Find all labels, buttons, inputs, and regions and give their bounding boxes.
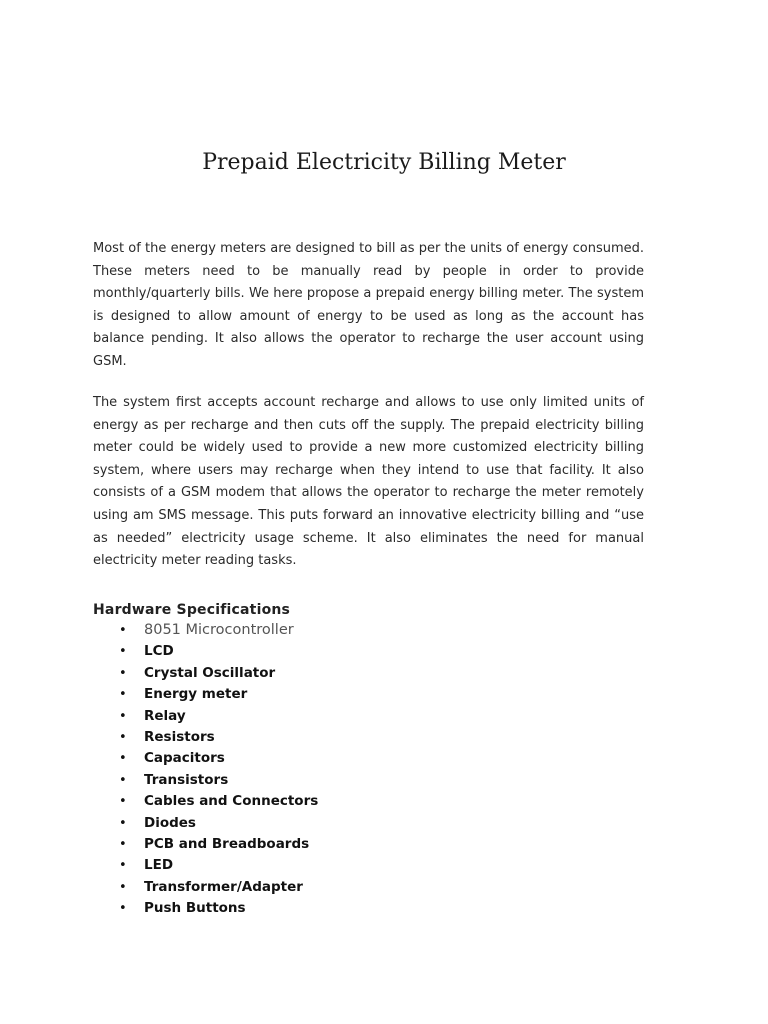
list-item-label: Transformer/Adapter — [144, 878, 303, 895]
list-item-label: Energy meter — [144, 686, 248, 703]
list-item — [93, 770, 493, 791]
bullet-icon: • — [119, 901, 127, 917]
list-item-label: Diodes — [144, 814, 196, 831]
list-item-label: 8051 Microcontroller — [144, 622, 294, 638]
bullet-icon: • — [119, 729, 127, 745]
system-description-paragraph: The system first accepts account recharge and allows to use only limited units of energy as per recharge and then cuts off the supply. The prepaid electricity billing meter could be widely used to provide a new more customized electricity billing system, where users may recharge when they intend to use that facility. It also consists of a GSM modem that allows the operator to recharge the meter remotely using am SMS message. This puts forward an innovative electricity billing and “use as needed” electricity usage scheme. It also eliminates the need for manual electricity meter reading tasks. — [93, 395, 644, 569]
bullet-icon: • — [119, 708, 127, 724]
list-item — [93, 663, 493, 684]
bullet-icon: • — [119, 665, 127, 681]
list-item-label: Cables and Connectors — [144, 793, 319, 810]
document-title: Prepaid Electricity Billing Meter — [202, 150, 566, 175]
bullet-icon: • — [119, 772, 127, 788]
bullet-icon: • — [119, 858, 127, 874]
list-item — [93, 834, 493, 855]
list-item — [93, 727, 493, 748]
hardware-specifications-heading: Hardware Specifications — [93, 602, 291, 618]
bullet-icon: • — [119, 644, 127, 660]
bullet-icon: • — [119, 815, 127, 831]
list-item-label: PCB and Breadboards — [144, 835, 310, 852]
bullet-icon: • — [119, 687, 127, 703]
list-item-label: Capacitors — [144, 750, 225, 767]
list-item — [93, 684, 493, 705]
list-item — [93, 877, 493, 898]
list-item-label: Resistors — [144, 728, 215, 745]
list-item-label: Transistors — [144, 771, 229, 788]
bullet-icon: • — [119, 836, 127, 852]
list-item — [93, 898, 493, 919]
intro-paragraph: Most of the energy meters are designed to bill as per the units of energy consumed. These meters need to be manually read by people in order to provide monthly/quarterly bills. We here propose a prepaid energy billing meter. The system is designed to allow amount of energy to be used as long as the account has balance pending. It also allows the operator to recharge the user account using GSM. — [93, 241, 644, 369]
bullet-icon: • — [119, 751, 127, 767]
list-item — [93, 855, 493, 876]
list-item — [93, 706, 493, 727]
list-item — [93, 813, 493, 834]
bullet-icon: • — [119, 623, 127, 638]
hardware-specifications-list — [93, 620, 493, 919]
list-item — [93, 641, 493, 662]
bullet-icon: • — [119, 794, 127, 810]
bullet-icon: • — [119, 879, 127, 895]
list-item — [93, 620, 493, 641]
list-item-label: Crystal Oscillator — [144, 664, 276, 681]
list-item — [93, 748, 493, 769]
list-item-label: LCD — [144, 643, 174, 660]
list-item-label: LED — [144, 857, 174, 874]
list-item-label: Push Buttons — [144, 900, 246, 917]
list-item-label: Relay — [144, 707, 186, 724]
list-item — [93, 791, 493, 812]
